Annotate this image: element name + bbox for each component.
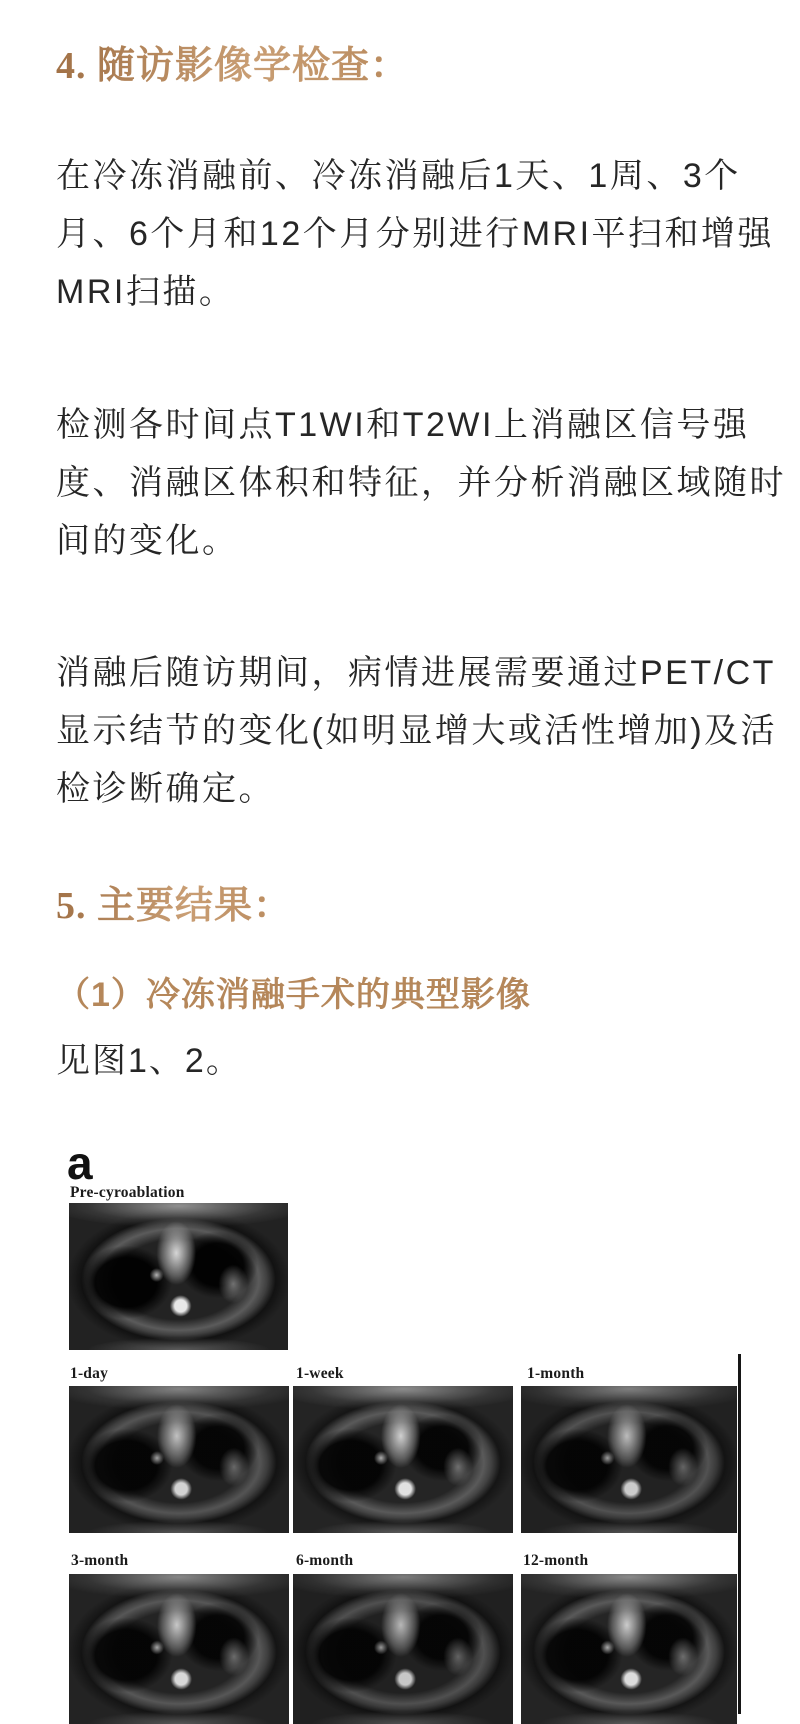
paragraph-3-line-1: 消融后随访期间，病情进展需要通过PET/CT [56,654,776,692]
mri-label-3-month: 3-month [71,1552,129,1569]
figure-edge-line [738,1354,741,1714]
mri-label-1-week: 1-week [296,1365,344,1382]
mri-image-3-month [69,1574,289,1724]
mri-image-1-day [69,1386,289,1533]
mri-image-6-month [293,1574,513,1724]
section-heading-5: 5. 主要结果： [56,882,292,930]
mri-label-pre-cyroablation: Pre-cyroablation [70,1184,185,1201]
mri-image-12-month [521,1574,737,1724]
paragraph-1-line-1: 在冷冻消融前、冷冻消融后1天、1周、3个 [56,157,741,195]
paragraph-1-line-3: MRI扫描。 [56,273,236,311]
paragraph-2-line-2: 度、消融区体积和特征，并分析消融区域随时 [56,464,786,502]
mri-image-pre-cyroablation [69,1203,288,1350]
paragraph-1-line-2: 月、6个月和12个月分别进行MRI平扫和增强 [56,215,775,253]
paragraph-3-line-3: 检诊断确定。 [56,770,275,808]
paragraph-2-line-1: 检测各时间点T1WI和T2WI上消融区信号强 [56,406,750,444]
mri-label-1-month: 1-month [527,1365,585,1382]
section-heading-4: 4. 随访影像学检查： [56,42,409,90]
mri-label-1-day: 1-day [70,1365,109,1382]
mri-image-1-week [293,1386,513,1533]
paragraph-1 [56,147,775,321]
paragraph-3-line-2: 显示结节的变化(如明显增大或活性增加)及活 [56,712,778,750]
mri-label-12-month: 12-month [523,1552,589,1569]
figure-panel-label: a [67,1137,93,1189]
mri-label-6-month: 6-month [296,1552,354,1569]
paragraph-3 [56,644,778,818]
subsection-heading: （1）冷冻消融手术的典型影像 [56,976,531,1014]
paragraph-2-line-3: 间的变化。 [56,522,239,560]
paragraph-2 [56,396,786,570]
figure-reference-text: 见图1、2。 [56,1042,242,1080]
mri-image-1-month [521,1386,737,1533]
